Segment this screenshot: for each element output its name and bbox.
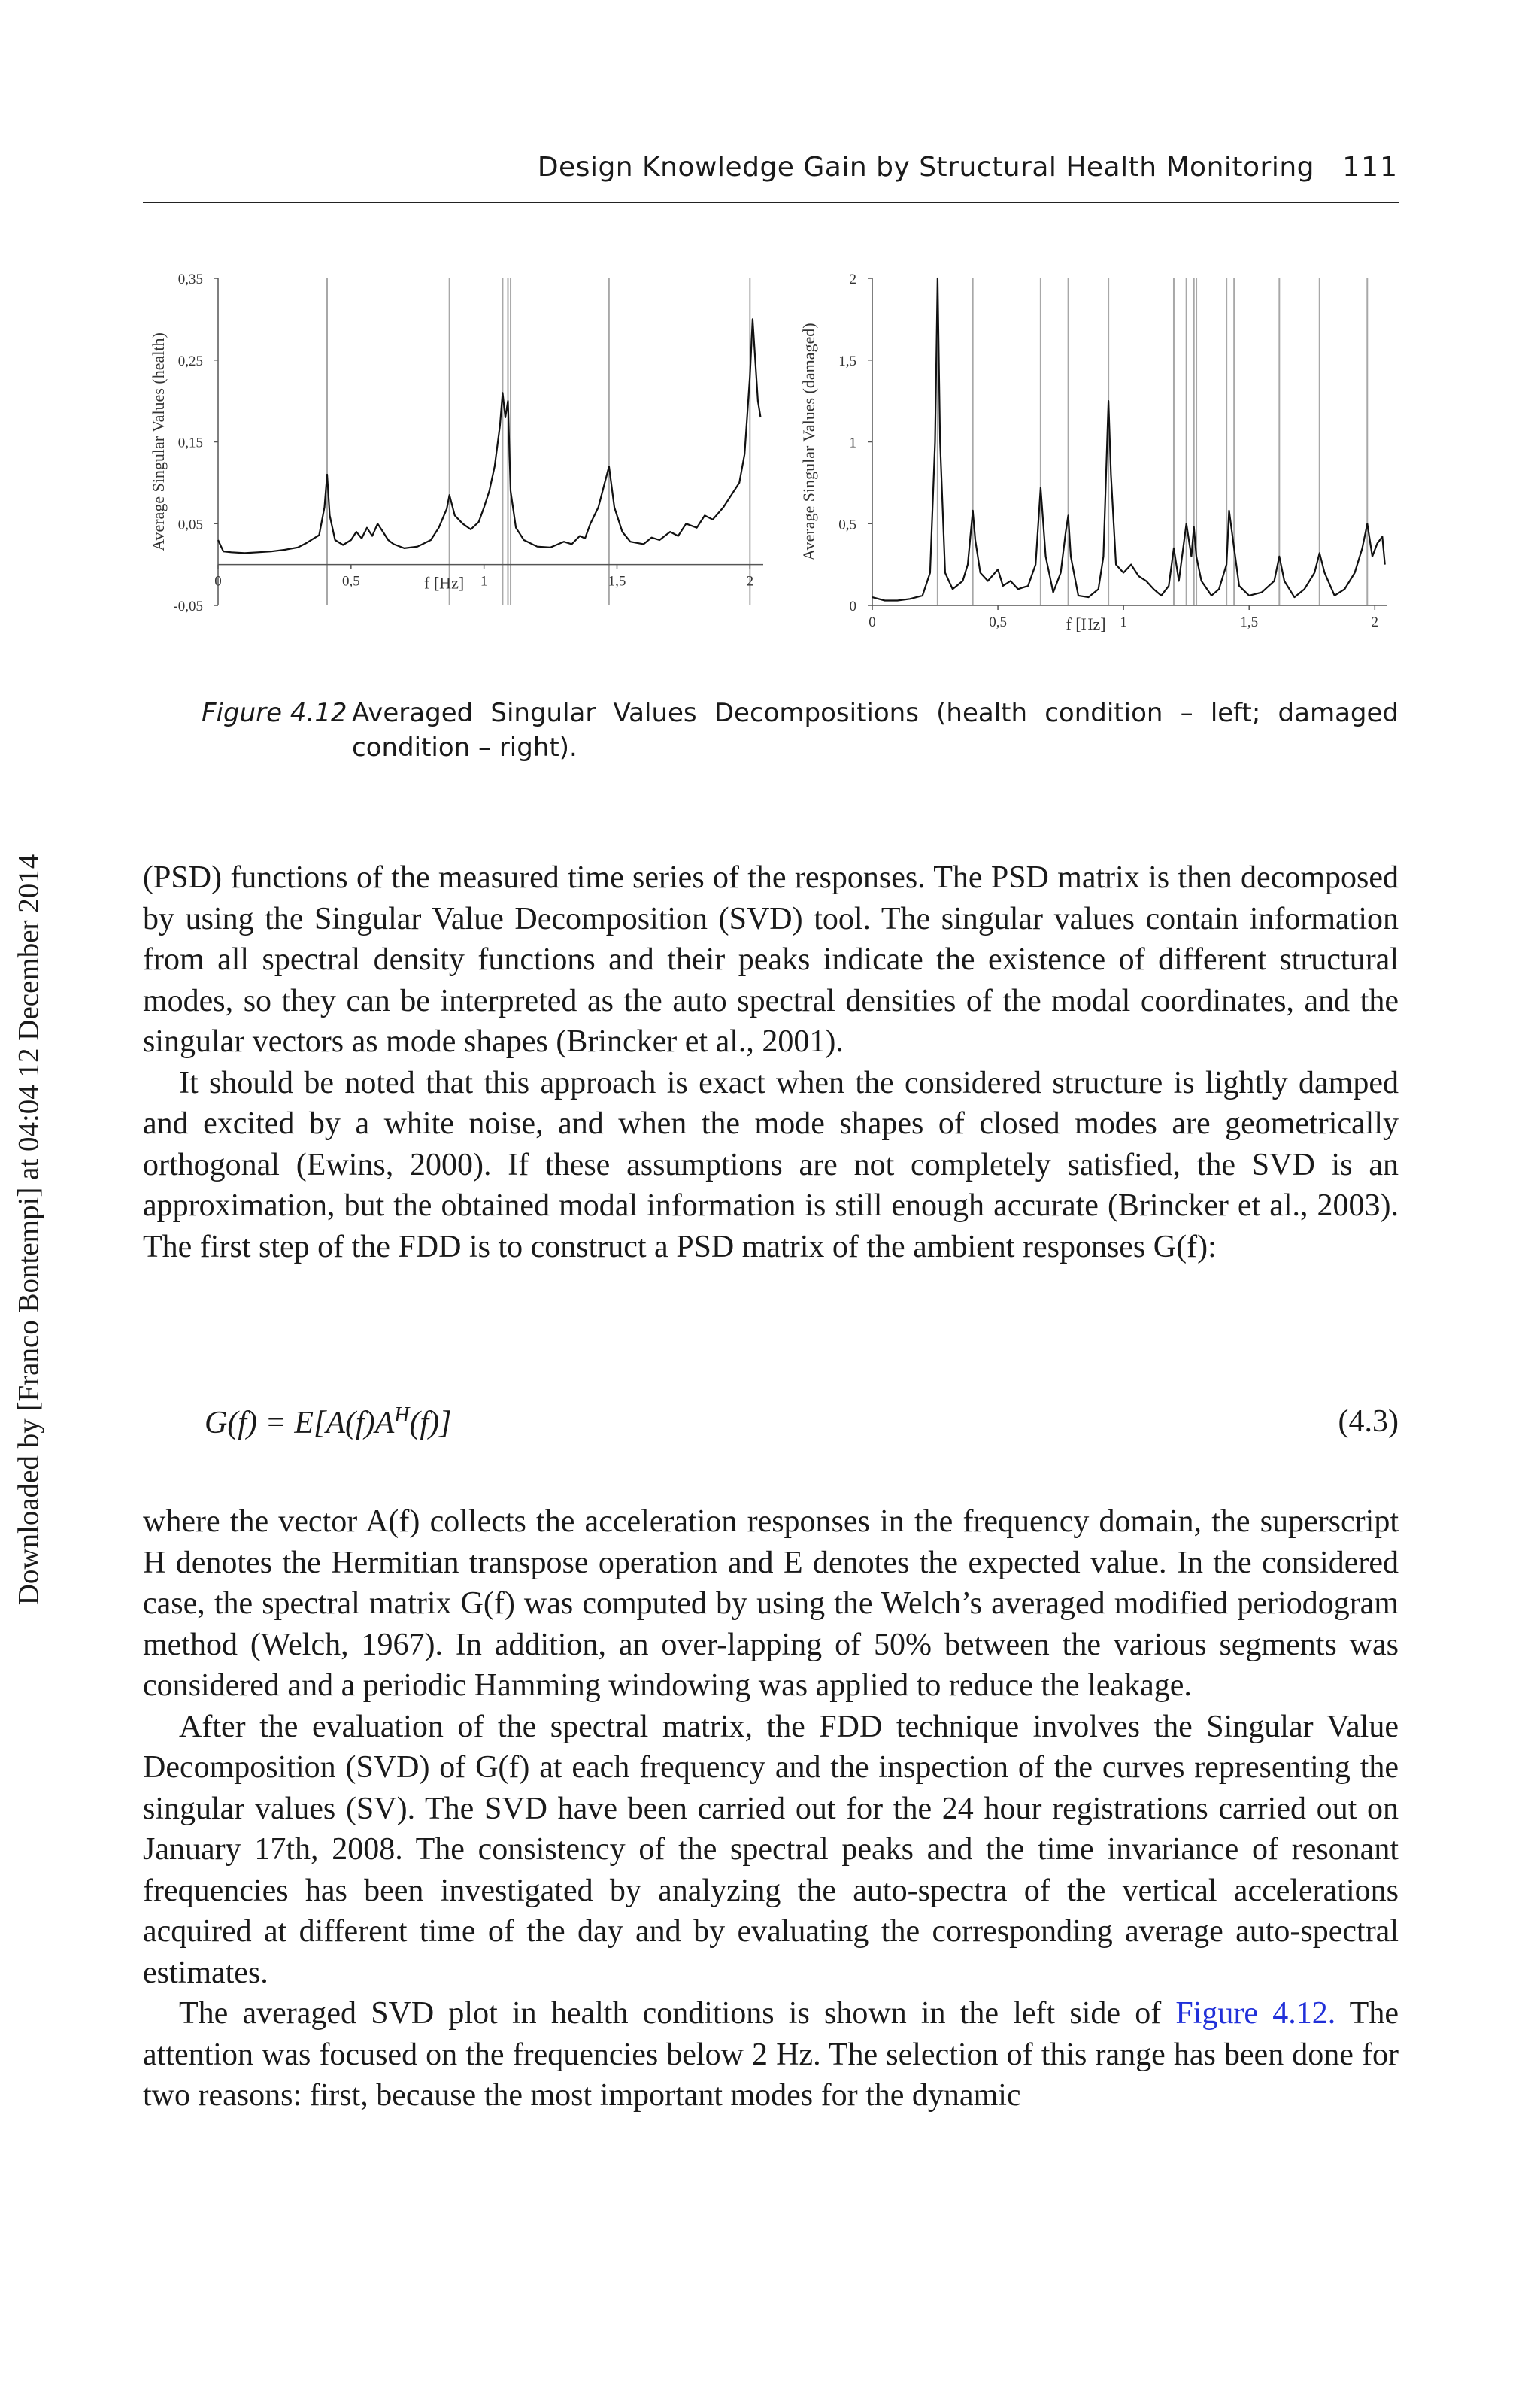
- header-title: Design Knowledge Gain by Structural Health Monitoring: [537, 152, 1314, 183]
- x-axis-title: f [Hz]: [424, 573, 465, 593]
- paragraph-4: After the evaluation of the spectral matrix, the FDD technique involves the Singular Value Decomposition (SVD) of G(f) at each frequency and the inspection of the curves representing the singular values (SV). The SVD have been carried out for the 24 hour registrations carried out on January 17th, 2008. The consistency of the spectral peaks and the time invariance of resonant frequencies has been investigated by analyzing the auto-spectra of the vertical accelerations acquired at different time of the day and by evaluating the corresponding average auto-spectral estimates.: [143, 1709, 1399, 1990]
- figure-caption: [202, 696, 1399, 765]
- series-line-damaged: [872, 278, 1385, 601]
- x-axis-title: f [Hz]: [1066, 614, 1106, 633]
- y-tick-label: 0,5: [838, 517, 856, 533]
- download-watermark-text: Downloaded by [Franco Bontempi] at 04:04 12 December 2014: [12, 854, 45, 1606]
- y-axis-title: Average Singular Values (damaged): [799, 323, 818, 561]
- y-axis-title: Average Singular Values (health): [149, 332, 168, 551]
- body-text-lower: [143, 1501, 1399, 2116]
- chart-health-svg: [143, 271, 778, 654]
- paragraph-5-text-b: The attention was focused on the frequencies below 2 Hz. The selection of this range has been done for two reasons: first, because the most important modes for the dynamic: [143, 1996, 1399, 2113]
- body-text-upper: [143, 857, 1399, 1267]
- paragraph-2: It should be noted that this approach is exact when the considered structure is lightly damped and excited by a white noise, and when the mode shapes of closed modes are geometrically orthogonal (Ewins, 2000). If these assumptions are not completely satisfied, the SVD is an approximation, but the obtained modal information is still enough accurate (Brincker et al., 2003). The first step of the FDD is to construct a PSD matrix of the ambient responses G(f):: [143, 1065, 1399, 1264]
- paragraph-5-text-a: The averaged SVD plot in health conditions is shown in the left side of: [179, 1996, 1176, 2031]
- series-line-health: [218, 319, 761, 553]
- paragraph-1: (PSD) functions of the measured time series of the responses. The PSD matrix is then decomposed by using the Singular Value Decomposition (SVD) tool. The singular values contain information from all spectral density functions and their peaks indicate the existence of different structural modes, so they can be interpreted as the auto spectral densities of the modal coordinates, and the singular vectors as mode shapes (Brincker et al., 2001).: [143, 860, 1399, 1059]
- y-tick-label: 0,05: [177, 517, 203, 533]
- equation-4-3: [205, 1403, 1399, 1441]
- x-tick-label: 0: [869, 614, 876, 630]
- figure-label: Figure 4.12: [202, 698, 347, 728]
- equation-superscript: H: [394, 1403, 410, 1427]
- x-tick-label: 1: [1120, 614, 1127, 630]
- running-header: [143, 141, 1399, 203]
- equation-number: (4.3): [1338, 1404, 1399, 1439]
- x-tick-label: 2: [1371, 614, 1379, 630]
- x-tick-label: 2: [746, 573, 754, 590]
- y-tick-label: 0: [849, 599, 856, 614]
- figure-4-12-link[interactable]: Figure 4.12.: [1175, 1996, 1336, 2031]
- x-tick-label: 1,5: [608, 573, 626, 590]
- figure-caption-line-2: condition – right).: [352, 733, 578, 763]
- y-tick-label: 0,25: [177, 353, 203, 369]
- y-tick-label: 0,15: [177, 435, 203, 451]
- x-tick-label: 1,5: [1240, 614, 1259, 630]
- chart-damaged: [793, 271, 1402, 654]
- equation-lhs: G(f) = E[A(f)A: [205, 1406, 395, 1440]
- figure-caption-line-1: Averaged Singular Values Decompositions (health condition – left; damaged: [352, 698, 1399, 728]
- y-tick-label: 0,35: [177, 272, 203, 287]
- x-tick-label: 0,5: [989, 614, 1007, 630]
- y-tick-label: 2: [849, 272, 856, 287]
- chart-damaged-svg: [793, 271, 1402, 654]
- y-tick-label: -0,05: [173, 599, 203, 614]
- page-number: 111: [1342, 152, 1399, 183]
- x-tick-label: 0: [214, 573, 222, 590]
- x-tick-label: 1: [480, 573, 488, 590]
- chart-health: [143, 271, 778, 654]
- paragraph-3: where the vector A(f) collects the acceleration responses in the frequency domain, the superscript H denotes the Hermitian transpose operation and E denotes the expected value. In the considered case, the spectral matrix G(f) was computed by using the Welch’s averaged modified periodogram method (Welch, 1967). In addition, an over-lapping of 50% between the various segments was considered and a periodic Hamming windowing was applied to reduce the leakage.: [143, 1504, 1399, 1703]
- y-tick-label: 1: [849, 435, 856, 451]
- equation-rhs: (f)]: [409, 1406, 452, 1440]
- x-tick-label: 0,5: [341, 573, 360, 590]
- y-tick-label: 1,5: [838, 353, 856, 369]
- paragraph-5: [143, 1993, 1399, 2116]
- download-watermark: [5, 771, 53, 1688]
